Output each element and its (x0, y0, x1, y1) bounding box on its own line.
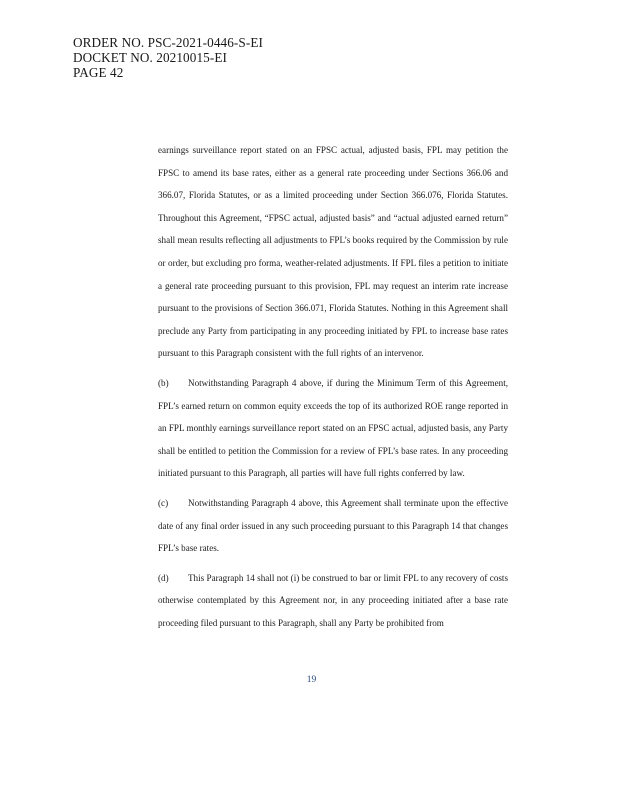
header-page-number: PAGE 42 (73, 65, 124, 80)
document-body (158, 139, 508, 641)
docket-number: DOCKET NO. 20210015-EI (73, 50, 227, 65)
document-header (73, 35, 263, 80)
continued-paragraph: earnings surveillance report stated on an FPSC actual, adjusted basis, FPL may petition the FPSC to amend its base rates, either as a general rate proceeding under Sections 366.06 and 366.07, Florida Statutes, or as a limited proceeding under Section 366.076, Florida Statutes. Throughout this Agreement, “FPSC actual, adjusted basis” and “actual adjusted earned return” shall mean results reflecting all adjustments to FPL’s books required by the Commission by rule or order, but excluding pro forma, weather-related adjustments. If FPL files a petition to initiate a general rate proceeding pursuant to this provision, FPL may request an interim rate increase pursuant to the provisions of Section 366.071, Florida Statutes. Nothing in this Agreement shall preclude any Party from participating in any proceeding initiated by FPL to increase base rates pursuant to this Paragraph consistent with the full rights of an intervenor. (158, 145, 508, 359)
paragraph-c-text: Notwithstanding Paragraph 4 above, this Agreement shall terminate upon the effective date of any final order issued in any such proceeding pursuant to this Paragraph 14 that changes FPL’s base rates. (158, 497, 508, 554)
paragraph-d (158, 567, 508, 635)
paragraph-b-text: Notwithstanding Paragraph 4 above, if during the Minimum Term of this Agreement, FPL’s earned return on common equity exceeds the top of its authorized ROE range reported in an FPL monthly earnings surveillance report stated on an FPSC actual, adjusted basis, any Party shall be entitled to petition the Commission for a review of FPL’s base rates. In any proceeding initiated pursuant to this Paragraph, all parties will have full rights conferred by law. (158, 377, 508, 479)
paragraph-c (158, 492, 508, 560)
paragraph-b-label: (b) (158, 377, 169, 388)
footer-page-number: 19 (306, 675, 317, 685)
order-number: ORDER NO. PSC-2021-0446-S-EI (73, 35, 263, 50)
paragraph-d-text: This Paragraph 14 shall not (i) be construed to bar or limit FPL to any recovery of costs otherwise contemplated by this Agreement nor, in any proceeding initiated after a base rate proceeding filed pursuant to this Paragraph, shall any Party be prohibited from (158, 572, 508, 628)
paragraph-b (158, 372, 508, 485)
paragraph-c-label: (c) (158, 497, 169, 508)
paragraph-d-label: (d) (158, 572, 169, 583)
